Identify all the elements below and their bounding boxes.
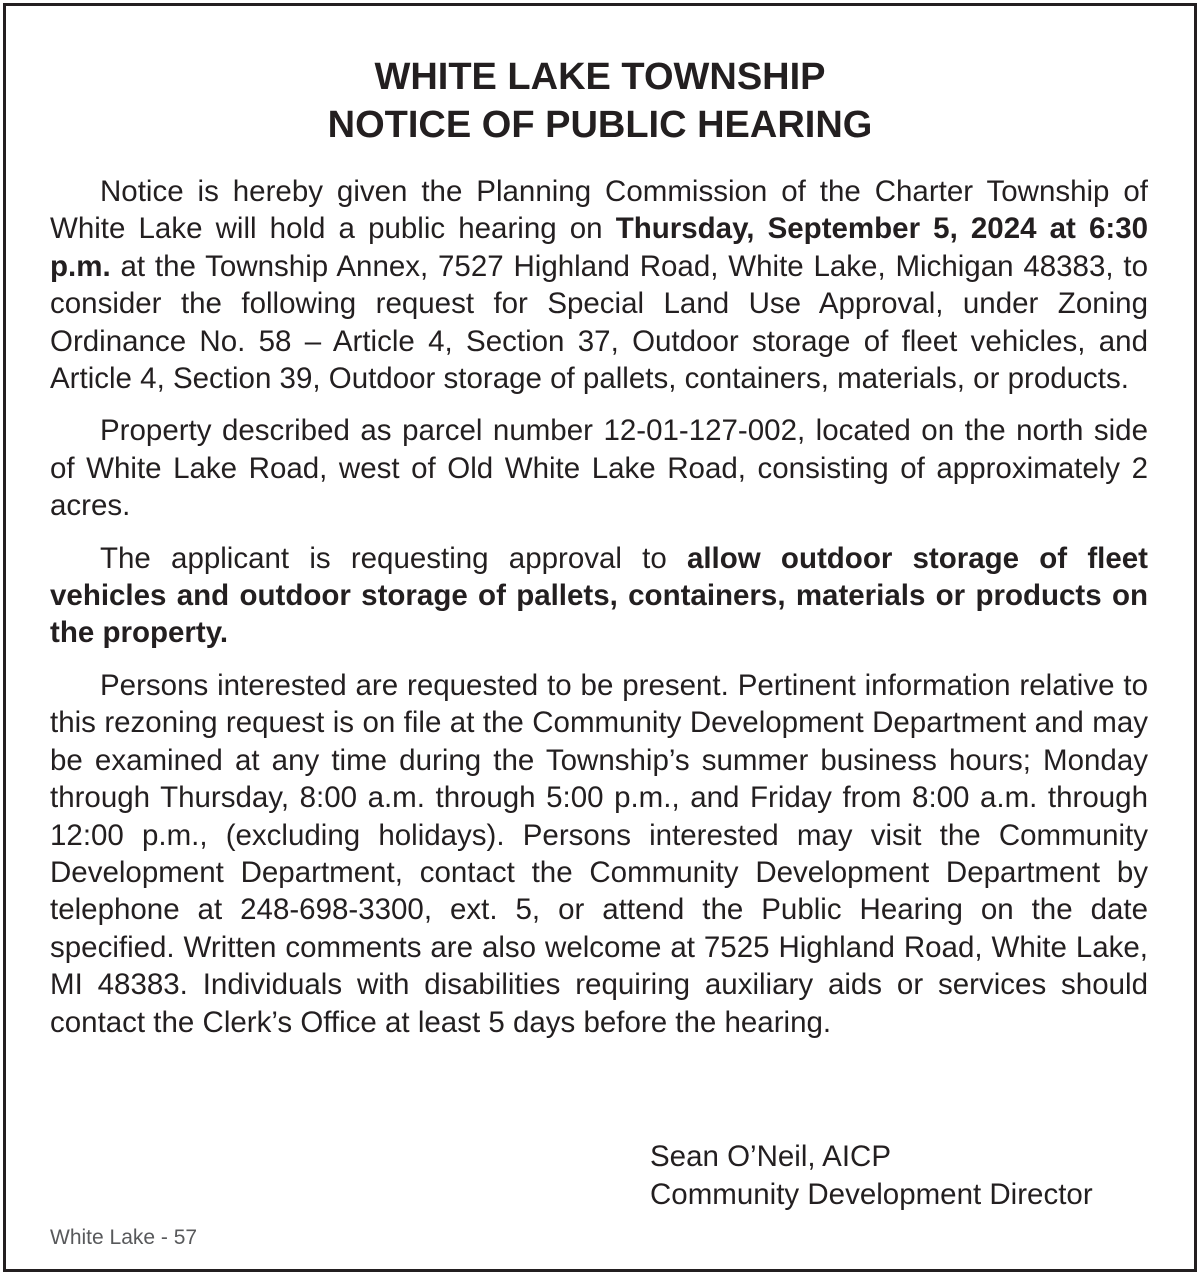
- notice-title: NOTICE OF PUBLIC HEARING: [327, 104, 873, 146]
- hearing-details: at the Township Annex, 7527 Highland Road, White Lake, Michigan 48383, to consider the following request for Special Land Use Approval, under Zoning Ordinance No. 58 – Article 4, Section 37, Outdoor storage of fleet vehicles, and Article 4, Section 39, Outdoor storage of pallets, containers, materials, or products.: [50, 249, 1148, 396]
- request-paragraph: [50, 540, 1148, 652]
- request-intro: The applicant is requesting approval to: [100, 541, 687, 575]
- signature-title: Community Development Director: [650, 1178, 1093, 1211]
- notice-body: [50, 173, 1148, 1056]
- signature-name: Sean O’Neil, AICP: [650, 1140, 892, 1173]
- township-title: WHITE LAKE TOWNSHIP: [374, 56, 826, 98]
- signature-block: [650, 1138, 1093, 1214]
- request-details: allow outdoor storage of fleet vehicles and outdoor storage of pallets, containers, materials or products on the property.: [50, 541, 1148, 650]
- property-paragraph: Property described as parcel number 12-01-127-002, located on the north side of White Lake Road, west of Old White Lake Road, consisting of approximately 2 acres.: [50, 414, 1148, 523]
- hearing-date-time: Thursday, September 5, 2024 at 6:30 p.m.: [50, 212, 1149, 283]
- footer-label: White Lake - 57: [50, 1226, 198, 1249]
- hearing-paragraph: [50, 173, 1148, 397]
- information-paragraph: Persons interested are requested to be present. Pertinent information relative to this rezoning request is on file at the Community Development Department and may be examined at any time during the Township’s summer business hours; Monday through Thursday, 8:00 a.m. through 5:00 p.m., and Friday from 8:00 a.m. through 12:00 p.m., (excluding holidays). Persons interested may visit the Community Development Department, contact the Community Development Department by telephone at 248-698-3300, ext. 5, or attend the Public Hearing on the date specified. Written comments are also welcome at 7525 Highland Road, White Lake, MI 48383. Individuals with disabilities requiring auxiliary aids or services should contact the Clerk’s Office at least 5 days before the hearing.: [50, 668, 1148, 1039]
- notice-heading: [0, 53, 1200, 149]
- hearing-intro: Notice is hereby given the Planning Commission of the Charter Township of White Lake will hold a public hearing on: [50, 175, 1148, 246]
